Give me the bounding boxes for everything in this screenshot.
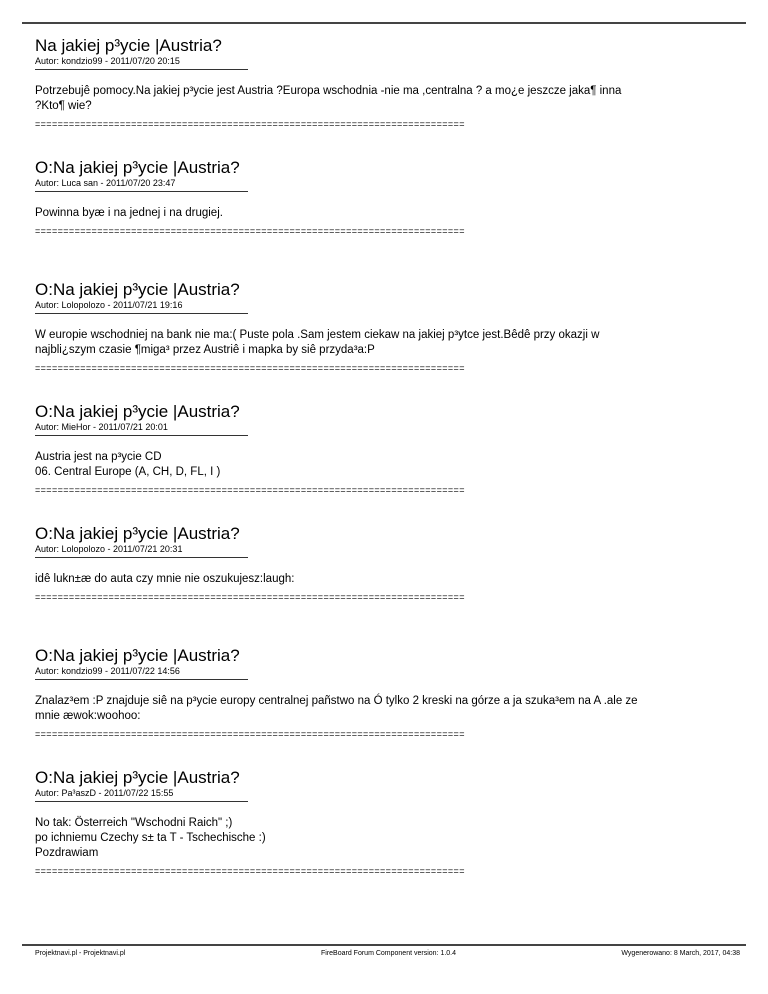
- post-meta: Autor: Luca san - 2011/07/20 23:47: [35, 178, 176, 188]
- footer-component-version: FireBoard Forum Component version: 1.0.4: [321, 950, 457, 957]
- footer-divider: [22, 944, 746, 946]
- post-body: No tak: Österreich "Wschodni Raich" ;) po ichniemu Czechy s± ta T - Tschechische :) Pozdrawiam: [35, 817, 266, 859]
- post-body: Potrzebujê pomocy.Na jakiej p³ycie jest Austria ?Europa wschodnia -nie ma ,centralna ? a mo¿e jeszcze jaka¶ inna ?Kto¶ wie?: [35, 85, 622, 112]
- post-list: [35, 36, 735, 890]
- post-body: Austria jest na p³ycie CD 06. Central Europe (A, CH, D, FL, I ): [35, 451, 221, 478]
- meta-divider: [35, 801, 248, 802]
- page-footer: [35, 949, 740, 959]
- meta-divider: [35, 435, 248, 436]
- post-separator: ============================================================================: [35, 485, 465, 495]
- post-body: W europie wschodniej na bank nie ma:( Puste pola .Sam jestem ciekaw na jakiej p³ytce jest.Bêdê przy okazji w najbli¿szym czasie ¶miga³ przez Austriê i mapka by siê przyda³a:P: [35, 329, 600, 356]
- meta-divider: [35, 69, 248, 70]
- post-title: Na jakiej p³ycie |Austria?: [35, 36, 222, 55]
- post-separator: ============================================================================: [35, 119, 465, 129]
- post: [35, 36, 735, 158]
- post: [35, 402, 735, 524]
- post: [35, 524, 735, 646]
- post-title: O:Na jakiej p³ycie |Austria?: [35, 524, 240, 543]
- post-title: O:Na jakiej p³ycie |Austria?: [35, 646, 240, 665]
- post-body: idê lukn±æ do auta czy mnie nie oszukujesz:laugh:: [35, 573, 295, 585]
- footer-generated-date: Wygenerowano: 8 March, 2017, 04:38: [621, 950, 740, 957]
- post: [35, 768, 735, 890]
- post-separator: ============================================================================: [35, 592, 465, 602]
- footer-site-name: Projektnavi.pl - Projektnavi.pl: [35, 950, 126, 957]
- post: [35, 646, 735, 768]
- post-meta: Autor: kondzio99 - 2011/07/20 20:15: [35, 56, 180, 66]
- post-separator: ============================================================================: [35, 866, 465, 876]
- post-separator: ============================================================================: [35, 226, 465, 236]
- post-title: O:Na jakiej p³ycie |Austria?: [35, 158, 240, 177]
- post-title: O:Na jakiej p³ycie |Austria?: [35, 402, 240, 421]
- post-meta: Autor: MieHor - 2011/07/21 20:01: [35, 422, 168, 432]
- post-meta: Autor: Lolopolozo - 2011/07/21 19:16: [35, 300, 183, 310]
- post-meta: Autor: Lolopolozo - 2011/07/21 20:31: [35, 544, 183, 554]
- post-separator: ============================================================================: [35, 729, 465, 739]
- post: [35, 158, 735, 280]
- meta-divider: [35, 313, 248, 314]
- meta-divider: [35, 679, 248, 680]
- post-meta: Autor: Pa³aszD - 2011/07/22 15:55: [35, 788, 174, 798]
- top-divider: [22, 22, 746, 24]
- post-body: Znalaz³em :P znajduje siê na p³ycie europy centralnej pañstwo na Ó tylko 2 kreski na górze a ja szuka³em na A .ale ze mnie æwok:woohoo:: [35, 695, 638, 722]
- meta-divider: [35, 191, 248, 192]
- meta-divider: [35, 557, 248, 558]
- post-meta: Autor: kondzio99 - 2011/07/22 14:56: [35, 666, 180, 676]
- post-title: O:Na jakiej p³ycie |Austria?: [35, 280, 240, 299]
- post-separator: ============================================================================: [35, 363, 465, 373]
- post-body: Powinna byæ i na jednej i na drugiej.: [35, 207, 223, 219]
- post: [35, 280, 735, 402]
- post-title: O:Na jakiej p³ycie |Austria?: [35, 768, 240, 787]
